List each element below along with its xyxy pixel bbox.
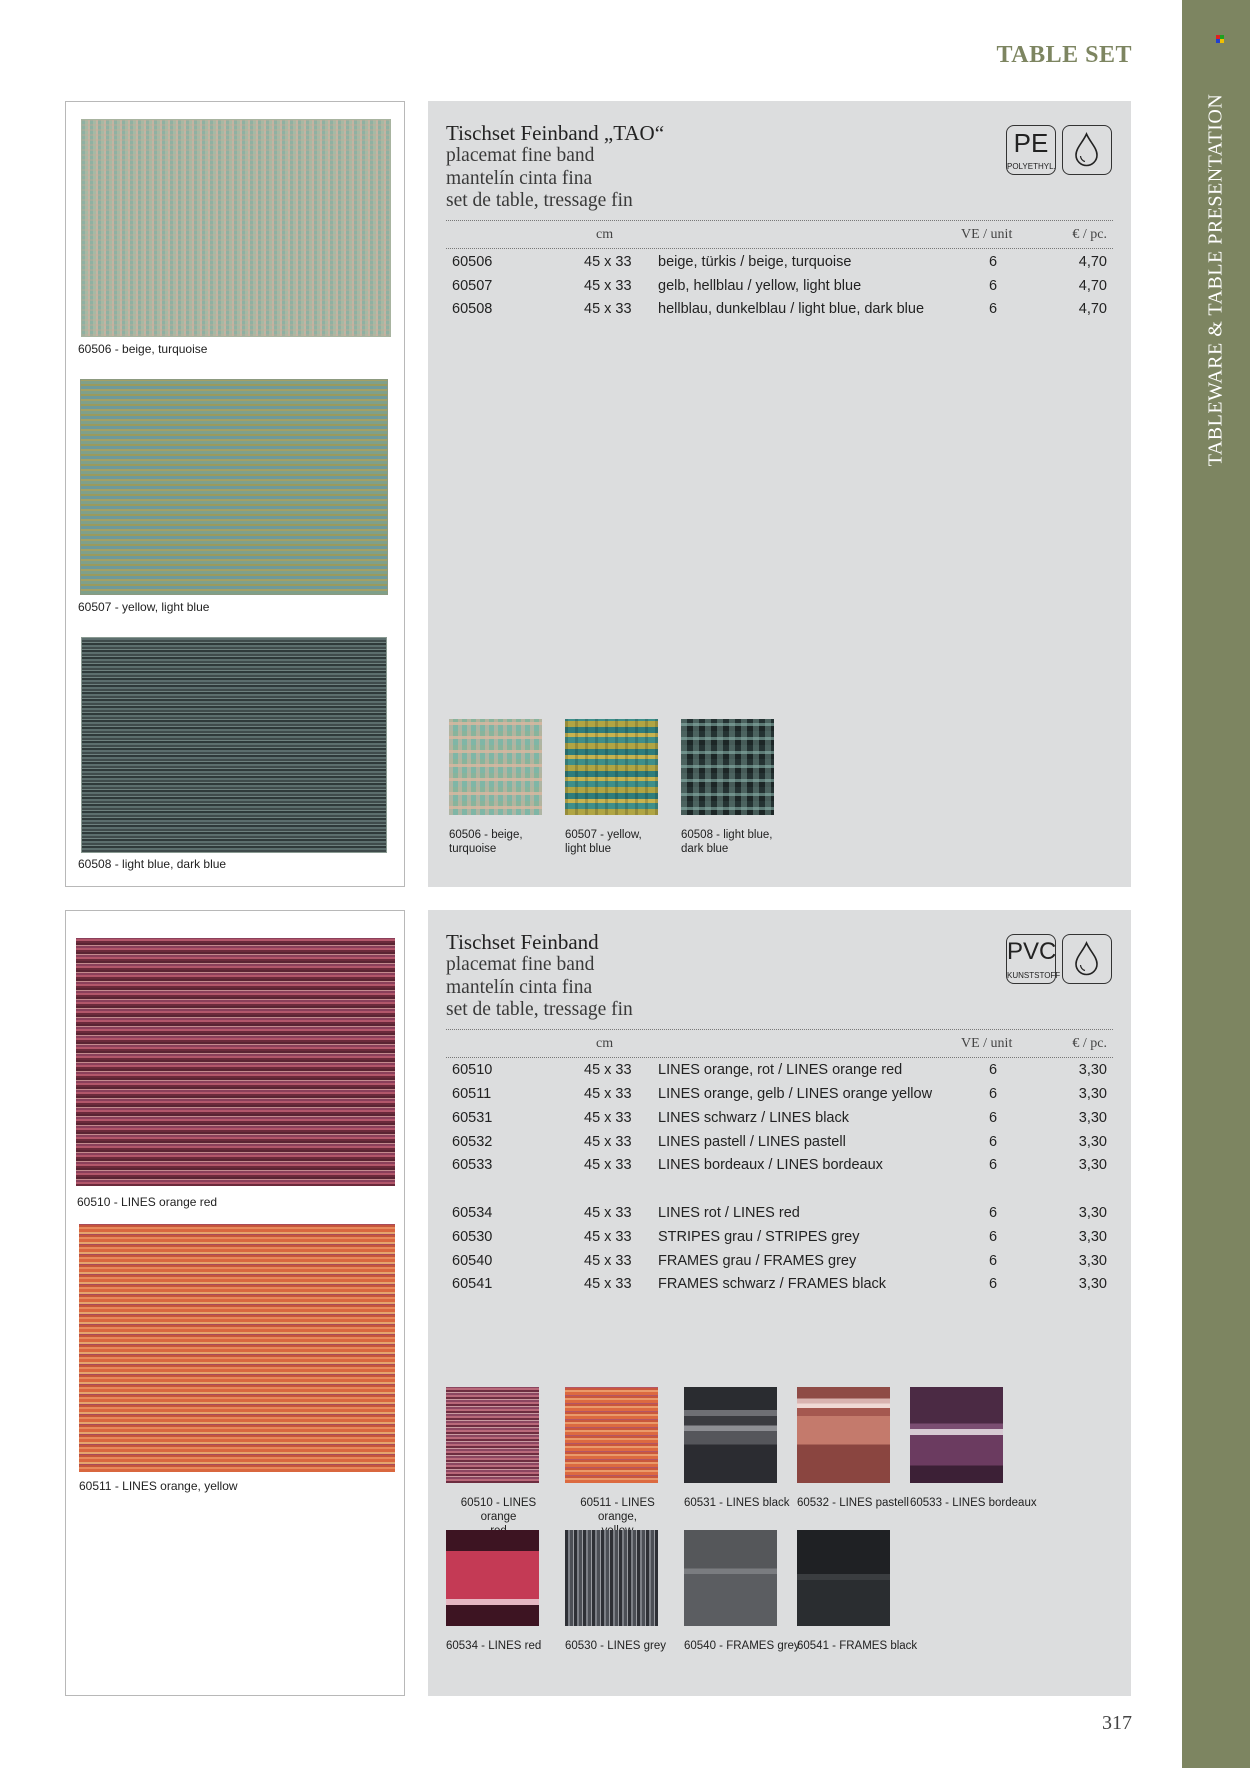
header-price: € / pc.: [1072, 227, 1107, 242]
image-caption: 60508 - light blue, dark blue: [78, 857, 227, 871]
product-image-60506: [81, 119, 391, 337]
info-panel-1: [428, 101, 1131, 887]
swatch-caption: 60540 - FRAMES grey: [684, 1640, 800, 1652]
table-row: 60540 45 x 33 FRAMES grau / FRAMES grey 6 3,30: [452, 1253, 1107, 1269]
swatch-60507: [565, 719, 658, 815]
swatch-60508: [681, 719, 774, 815]
table-row: 60530 45 x 33 STRIPES grau / STRIPES grey 6 3,30: [452, 1229, 1107, 1245]
header-cm: cm: [596, 227, 614, 242]
table-row: 60533 45 x 33 LINES bordeaux / LINES bordeaux 6 3,30: [452, 1157, 1107, 1173]
title-es: mantelín cinta fina: [446, 976, 593, 998]
info-panel-2: [428, 910, 1131, 1696]
product-title-block: [446, 930, 633, 1022]
page-title: TABLE SET: [996, 42, 1132, 68]
image-caption: 60511 - LINES orange, yellow: [79, 1479, 238, 1493]
title-de: Tischset Feinband „TAO“: [446, 121, 665, 145]
table-row: 60511 45 x 33 LINES orange, gelb / LINES orange yellow 6 3,30: [452, 1086, 1107, 1102]
swatch-caption: 60506 - beige, turquoise: [449, 829, 523, 855]
swatch-caption: 60507 - yellow, light blue: [565, 829, 642, 855]
swatch-caption: 60530 - LINES grey: [565, 1640, 667, 1652]
image-caption: 60507 - yellow, light blue: [78, 600, 210, 614]
product-image-60507: [80, 379, 388, 595]
swatch-caption: 60531 - LINES black: [684, 1497, 790, 1509]
material-pvc-icon: PVC KUNSTSTOFF: [1006, 934, 1056, 984]
table-row: 60541 45 x 33 FRAMES schwarz / FRAMES black 6 3,30: [452, 1276, 1107, 1292]
header-ve: VE / unit: [961, 1036, 1013, 1051]
swatch-caption: 60508 - light blue, dark blue: [681, 829, 773, 855]
swatch-60534: [446, 1530, 539, 1626]
table-row: 60510 45 x 33 LINES orange, rot / LINES orange red 6 3,30: [452, 1062, 1107, 1078]
product-image-60510: [76, 938, 395, 1186]
page-number: 317: [1102, 1712, 1132, 1734]
header-price: € / pc.: [1072, 1036, 1107, 1051]
image-panel-1: [65, 101, 405, 887]
swatch-60541: [797, 1530, 890, 1626]
header-cm: cm: [596, 1036, 614, 1051]
swatch-caption: 60534 - LINES red: [446, 1640, 542, 1652]
image-caption: 60510 - LINES orange red: [77, 1195, 218, 1209]
color-dots-icon: [1216, 35, 1226, 45]
swatch-caption: 60533 - LINES bordeaux: [910, 1497, 1037, 1509]
swatch-caption: 60541 - FRAMES black: [797, 1640, 918, 1652]
swatch-caption: 60510 - LINES orange: [460, 1497, 537, 1523]
material-pe-icon: PE POLYETHYL.: [1006, 125, 1056, 175]
title-en: placemat fine band: [446, 145, 595, 166]
title-de: Tischset Feinband: [446, 930, 599, 954]
swatch-60530: [565, 1530, 658, 1626]
table-row: 60506 45 x 33 beige, türkis / beige, turquoise 6 4,70: [452, 254, 1107, 270]
product-image-60508: [81, 637, 387, 853]
swatch-60511: [565, 1387, 658, 1483]
product-title-block: [446, 121, 664, 213]
image-caption: 60506 - beige, turquoise: [78, 342, 208, 356]
side-label: TABLEWARE & TABLE PRESENTATION: [1204, 93, 1227, 467]
swatch-60506: [449, 719, 542, 815]
title-fr: set de table, tressage fin: [446, 190, 633, 211]
water-drop-icon: [1062, 125, 1112, 175]
swatch-60531: [684, 1387, 777, 1483]
header-ve: VE / unit: [961, 227, 1013, 242]
water-drop-icon: [1062, 934, 1112, 984]
table-row: 60508 45 x 33 hellblau, dunkelblau / light blue, dark blue 6 4,70: [452, 301, 1107, 317]
table-row: 60532 45 x 33 LINES pastell / LINES pastell 6 3,30: [452, 1134, 1107, 1150]
image-panel-2: [65, 910, 405, 1696]
product-image-60511: [79, 1224, 395, 1472]
swatch-60532: [797, 1387, 890, 1483]
title-en: placemat fine band: [446, 954, 595, 975]
table-row: 60534 45 x 33 LINES rot / LINES red 6 3,30: [452, 1205, 1107, 1221]
table-row: 60531 45 x 33 LINES schwarz / LINES black 6 3,30: [452, 1110, 1107, 1126]
swatch-caption: 60511 - LINES orange,: [580, 1497, 655, 1523]
title-fr: set de table, tressage fin: [446, 999, 633, 1020]
swatch-60533: [910, 1387, 1003, 1483]
title-es: mantelín cinta fina: [446, 167, 593, 189]
swatch-60510: [446, 1387, 539, 1483]
table-row: 60507 45 x 33 gelb, hellblau / yellow, light blue 6 4,70: [452, 278, 1107, 294]
swatch-60540: [684, 1530, 777, 1626]
swatch-caption: 60532 - LINES pastell: [797, 1497, 909, 1509]
